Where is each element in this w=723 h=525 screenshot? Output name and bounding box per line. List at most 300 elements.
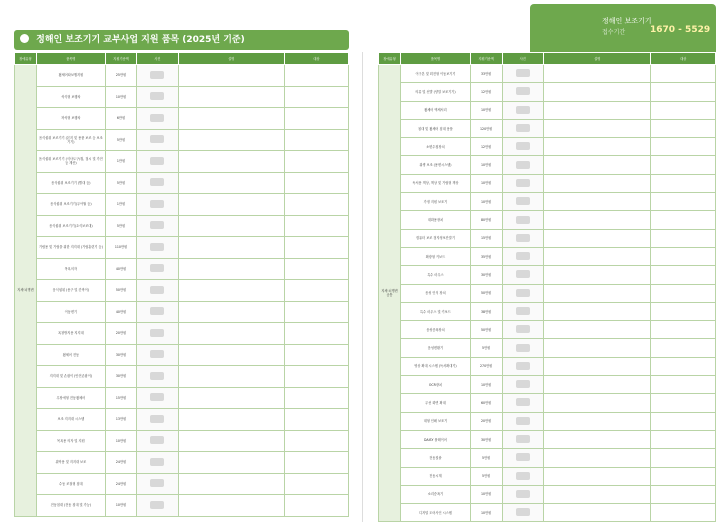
left-item-target bbox=[284, 258, 348, 280]
right-item-amount: 60만원 bbox=[470, 394, 502, 412]
right-item-description bbox=[544, 266, 651, 284]
left-item-amount: 10만원 bbox=[105, 86, 136, 108]
right-item-name: 음성증폭장치 bbox=[401, 321, 471, 339]
left-item-amount: 6만원 bbox=[105, 108, 136, 130]
left-item-photo bbox=[137, 366, 178, 388]
right-table-row bbox=[379, 302, 716, 320]
right-item-amount: 120만원 bbox=[470, 119, 502, 137]
product-photo-icon bbox=[516, 270, 530, 278]
right-table-row bbox=[379, 174, 716, 192]
left-table-row bbox=[15, 473, 349, 495]
left-item-photo bbox=[137, 495, 178, 517]
period-box bbox=[530, 4, 716, 56]
right-header-col-3: 사진 bbox=[502, 53, 544, 65]
right-item-target bbox=[651, 430, 716, 448]
right-item-photo bbox=[502, 138, 544, 156]
right-item-photo bbox=[502, 65, 544, 83]
left-item-amount: 40만원 bbox=[105, 301, 136, 323]
right-item-target bbox=[651, 321, 716, 339]
right-item-amount: 12만원 bbox=[470, 83, 502, 101]
right-item-name: 소리증폭기 bbox=[401, 485, 471, 503]
right-item-description bbox=[544, 357, 651, 375]
right-item-description bbox=[544, 193, 651, 211]
product-photo-icon bbox=[150, 264, 164, 272]
right-table-row bbox=[379, 83, 716, 101]
right-item-description bbox=[544, 412, 651, 430]
left-header-col-5: 대상 bbox=[284, 53, 348, 65]
left-item-description bbox=[178, 280, 284, 302]
product-photo-icon bbox=[516, 289, 530, 297]
right-table-row bbox=[379, 339, 716, 357]
right-item-amount: 270만원 bbox=[470, 357, 502, 375]
left-table-row bbox=[15, 129, 349, 151]
left-item-photo bbox=[137, 258, 178, 280]
right-table-row bbox=[379, 211, 716, 229]
left-item-target bbox=[284, 473, 348, 495]
left-item-photo bbox=[137, 215, 178, 237]
left-header-col-2: 지원기준액 bbox=[105, 53, 136, 65]
left-item-name: 착석형 보행차 bbox=[36, 108, 105, 130]
left-item-description bbox=[178, 344, 284, 366]
right-item-photo bbox=[502, 83, 544, 101]
left-support-table bbox=[14, 52, 349, 517]
left-item-photo bbox=[137, 430, 178, 452]
right-item-target bbox=[651, 65, 716, 83]
right-table-row bbox=[379, 430, 716, 448]
left-item-photo bbox=[137, 86, 178, 108]
product-photo-icon bbox=[150, 135, 164, 143]
left-table-row bbox=[15, 258, 349, 280]
right-item-photo bbox=[502, 302, 544, 320]
left-item-description bbox=[178, 65, 284, 87]
left-item-description bbox=[178, 237, 284, 259]
left-item-description bbox=[178, 430, 284, 452]
left-item-name: 무장애형 전동휠체어 bbox=[36, 387, 105, 409]
product-photo-icon bbox=[150, 458, 164, 466]
product-photo-icon bbox=[150, 307, 164, 315]
product-photo-icon bbox=[516, 380, 530, 388]
right-item-photo bbox=[502, 193, 544, 211]
right-item-target bbox=[651, 485, 716, 503]
right-item-amount: 5만원 bbox=[470, 339, 502, 357]
left-table-row bbox=[15, 172, 349, 194]
right-item-description bbox=[544, 504, 651, 522]
right-item-target bbox=[651, 339, 716, 357]
right-item-photo bbox=[502, 357, 544, 375]
left-item-amount: 30만원 bbox=[105, 344, 136, 366]
right-table-row bbox=[379, 65, 716, 83]
right-item-name: OCR장치 bbox=[401, 376, 471, 394]
right-item-name: 휠체어 액세서리 bbox=[401, 101, 471, 119]
right-item-description bbox=[544, 156, 651, 174]
right-item-target bbox=[651, 138, 716, 156]
product-photo-icon bbox=[516, 252, 530, 260]
right-item-name: 대화용장치 bbox=[401, 211, 471, 229]
period-sub: 접수기간 bbox=[602, 29, 626, 36]
left-item-amount: 110만원 bbox=[105, 237, 136, 259]
product-photo-icon bbox=[516, 344, 530, 352]
product-photo-icon bbox=[150, 329, 164, 337]
right-item-photo bbox=[502, 247, 544, 265]
left-item-name: 수동 조절형 침대 bbox=[36, 473, 105, 495]
left-item-target bbox=[284, 151, 348, 173]
left-item-photo bbox=[137, 409, 178, 431]
left-item-target bbox=[284, 194, 348, 216]
right-item-target bbox=[651, 357, 716, 375]
right-item-description bbox=[544, 101, 651, 119]
right-item-description bbox=[544, 376, 651, 394]
right-item-amount: 80만원 bbox=[470, 211, 502, 229]
right-item-target bbox=[651, 193, 716, 211]
product-photo-icon bbox=[150, 286, 164, 294]
product-photo-icon bbox=[150, 71, 164, 79]
right-table-row bbox=[379, 119, 716, 137]
left-item-name: 위탁용 및 지지대 보조 bbox=[36, 452, 105, 474]
left-item-photo bbox=[137, 280, 178, 302]
left-item-description bbox=[178, 452, 284, 474]
right-category-cell: 지체·뇌병변 공통 bbox=[379, 65, 401, 522]
right-item-description bbox=[544, 65, 651, 83]
left-table-row bbox=[15, 344, 349, 366]
product-photo-icon bbox=[516, 161, 530, 169]
product-photo-icon bbox=[516, 142, 530, 150]
right-item-photo bbox=[502, 504, 544, 522]
left-item-name: 욕창방지용 지지대 bbox=[36, 323, 105, 345]
right-support-table bbox=[378, 52, 716, 522]
left-item-description bbox=[178, 473, 284, 495]
right-item-amount: 50만원 bbox=[470, 321, 502, 339]
column-divider bbox=[362, 52, 363, 522]
right-item-name: 의류 및 신발 (양말 보조기기) bbox=[401, 83, 471, 101]
right-item-amount: 10만원 bbox=[470, 156, 502, 174]
left-item-amount: 40만원 bbox=[105, 258, 136, 280]
right-item-photo bbox=[502, 229, 544, 247]
right-item-target bbox=[651, 101, 716, 119]
left-item-description bbox=[178, 366, 284, 388]
right-item-target bbox=[651, 83, 716, 101]
page-title-suffix: (2025년 기준) bbox=[182, 35, 245, 45]
left-table-row bbox=[15, 452, 349, 474]
left-item-name: 보조 지지대 시스템 bbox=[36, 409, 105, 431]
right-item-amount: 5만원 bbox=[470, 449, 502, 467]
right-item-description bbox=[544, 211, 651, 229]
right-item-photo bbox=[502, 430, 544, 448]
right-item-photo bbox=[502, 101, 544, 119]
right-item-name: 무선 화면 확대 bbox=[401, 394, 471, 412]
right-item-photo bbox=[502, 119, 544, 137]
left-table-row bbox=[15, 387, 349, 409]
product-photo-icon bbox=[516, 417, 530, 425]
left-item-name: 목욕의자 bbox=[36, 258, 105, 280]
right-table-row bbox=[379, 247, 716, 265]
left-item-name: 전동침대 (전동 침대 및 가능) bbox=[36, 495, 105, 517]
right-item-photo bbox=[502, 284, 544, 302]
left-item-photo bbox=[137, 129, 178, 151]
right-item-name: 이구본 및 회전형 이동보기기 bbox=[401, 65, 471, 83]
left-item-target bbox=[284, 409, 348, 431]
right-item-photo bbox=[502, 156, 544, 174]
right-item-amount: 12만원 bbox=[470, 138, 502, 156]
product-photo-icon bbox=[516, 453, 530, 461]
left-item-photo bbox=[137, 473, 178, 495]
right-item-description bbox=[544, 467, 651, 485]
left-item-amount: 50만원 bbox=[105, 280, 136, 302]
left-item-amount: 1만원 bbox=[105, 194, 136, 216]
right-item-name: 전동칫솔 bbox=[401, 449, 471, 467]
right-item-name: 위생 보조 (용변시스템) bbox=[401, 156, 471, 174]
left-item-photo bbox=[137, 323, 178, 345]
right-item-amount: 20만원 bbox=[470, 412, 502, 430]
left-header-col-3: 사진 bbox=[137, 53, 178, 65]
right-item-target bbox=[651, 449, 716, 467]
right-item-description bbox=[544, 339, 651, 357]
left-item-amount: 24만원 bbox=[105, 452, 136, 474]
left-item-description bbox=[178, 409, 284, 431]
left-item-amount: 13만원 bbox=[105, 409, 136, 431]
product-photo-icon bbox=[150, 243, 164, 251]
left-item-description bbox=[178, 108, 284, 130]
right-item-target bbox=[651, 412, 716, 430]
product-photo-icon bbox=[150, 436, 164, 444]
left-item-description bbox=[178, 215, 284, 237]
left-item-photo bbox=[137, 387, 178, 409]
product-photo-icon bbox=[150, 200, 164, 208]
right-item-target bbox=[651, 394, 716, 412]
right-item-description bbox=[544, 321, 651, 339]
right-table-row bbox=[379, 394, 716, 412]
left-item-name: 휠체어 전동 bbox=[36, 344, 105, 366]
right-item-amount: 10만원 bbox=[470, 101, 502, 119]
right-header-col-2: 지원기준액 bbox=[470, 53, 502, 65]
left-item-name: 이동변기 bbox=[36, 301, 105, 323]
left-item-photo bbox=[137, 172, 178, 194]
product-photo-icon bbox=[150, 92, 164, 100]
right-item-name: DAISY 플레이어 bbox=[401, 430, 471, 448]
right-item-name: 음성 인식 장치 bbox=[401, 284, 471, 302]
right-header-col-0: 장애유형 bbox=[379, 53, 401, 65]
left-item-target bbox=[284, 86, 348, 108]
right-item-description bbox=[544, 174, 651, 192]
left-table-row bbox=[15, 301, 349, 323]
left-item-description bbox=[178, 194, 284, 216]
right-item-target bbox=[651, 376, 716, 394]
product-photo-icon bbox=[516, 124, 530, 132]
product-photo-icon bbox=[150, 372, 164, 380]
product-photo-icon bbox=[516, 179, 530, 187]
left-item-target bbox=[284, 387, 348, 409]
right-item-description bbox=[544, 83, 651, 101]
right-item-description bbox=[544, 138, 651, 156]
product-photo-icon bbox=[150, 393, 164, 401]
left-item-target bbox=[284, 323, 348, 345]
right-item-photo bbox=[502, 485, 544, 503]
product-photo-icon bbox=[516, 508, 530, 516]
right-item-target bbox=[651, 119, 716, 137]
left-item-name: 목욕용 의자 및 지원 bbox=[36, 430, 105, 452]
product-photo-icon bbox=[150, 178, 164, 186]
right-item-target bbox=[651, 156, 716, 174]
left-table-row bbox=[15, 409, 349, 431]
right-item-photo bbox=[502, 174, 544, 192]
right-item-target bbox=[651, 211, 716, 229]
left-item-name: 음식섭취 보조기기(초식보조대) bbox=[36, 215, 105, 237]
right-item-photo bbox=[502, 321, 544, 339]
right-item-amount: 10만원 bbox=[470, 504, 502, 522]
right-item-amount: 15만원 bbox=[470, 229, 502, 247]
right-item-photo bbox=[502, 211, 544, 229]
product-photo-icon bbox=[516, 87, 530, 95]
left-item-target bbox=[284, 366, 348, 388]
right-item-name: 소변수집장치 bbox=[401, 138, 471, 156]
left-item-target bbox=[284, 280, 348, 302]
left-table-row bbox=[15, 86, 349, 108]
right-item-target bbox=[651, 247, 716, 265]
right-table-row bbox=[379, 357, 716, 375]
right-item-description bbox=[544, 485, 651, 503]
left-table-row bbox=[15, 495, 349, 517]
right-item-photo bbox=[502, 266, 544, 284]
left-item-description bbox=[178, 258, 284, 280]
left-item-target bbox=[284, 129, 348, 151]
left-item-name: 음식섭취 보조기기 (본지 및 용품 보조 등 보조기기) bbox=[36, 129, 105, 151]
right-item-name: 진동시계 bbox=[401, 467, 471, 485]
right-header-col-4: 설명 bbox=[544, 53, 651, 65]
left-item-amount: 10만원 bbox=[105, 430, 136, 452]
right-table-row bbox=[379, 138, 716, 156]
left-item-name: 지지대 및 손잡이 (안전손잡이) bbox=[36, 366, 105, 388]
left-item-photo bbox=[137, 344, 178, 366]
left-header-col-1: 품목명 bbox=[36, 53, 105, 65]
right-table-row bbox=[379, 321, 716, 339]
right-item-amount: 50만원 bbox=[470, 284, 502, 302]
left-item-amount: 5만원 bbox=[105, 129, 136, 151]
left-item-description bbox=[178, 86, 284, 108]
right-item-name: 영상 확대 시스템 (독서확대기) bbox=[401, 357, 471, 375]
product-photo-icon bbox=[516, 362, 530, 370]
right-item-photo bbox=[502, 376, 544, 394]
right-header-col-5: 대상 bbox=[651, 53, 716, 65]
left-item-amount: 5만원 bbox=[105, 172, 136, 194]
page-header bbox=[0, 0, 723, 58]
right-item-description bbox=[544, 229, 651, 247]
right-item-amount: 5만원 bbox=[470, 467, 502, 485]
product-photo-icon bbox=[516, 234, 530, 242]
left-item-description bbox=[178, 172, 284, 194]
left-item-target bbox=[284, 452, 348, 474]
right-item-photo bbox=[502, 449, 544, 467]
right-item-description bbox=[544, 119, 651, 137]
right-item-target bbox=[651, 284, 716, 302]
right-item-amount: 10만원 bbox=[470, 376, 502, 394]
right-item-photo bbox=[502, 412, 544, 430]
right-item-description bbox=[544, 284, 651, 302]
left-header-col-4: 설명 bbox=[178, 53, 284, 65]
product-photo-icon bbox=[516, 398, 530, 406]
period-range: 1670 - 5529 bbox=[650, 25, 711, 35]
right-item-photo bbox=[502, 467, 544, 485]
left-item-name: 음식섭취 보조기기 (빨대 등) bbox=[36, 172, 105, 194]
left-item-amount: 1만원 bbox=[105, 151, 136, 173]
left-item-name: 기립용 및 기립을 위한 지지대 (기립훈련기 등) bbox=[36, 237, 105, 259]
right-table-row bbox=[379, 101, 716, 119]
product-photo-icon bbox=[150, 157, 164, 165]
right-item-name: 특수 마우스 bbox=[401, 266, 471, 284]
left-item-amount: 15만원 bbox=[105, 387, 136, 409]
left-table-row bbox=[15, 108, 349, 130]
left-item-target bbox=[284, 172, 348, 194]
left-item-name: 휠체어타보행지원 bbox=[36, 65, 105, 87]
left-item-name: 음식섭취 보조기기(우아월 등) bbox=[36, 194, 105, 216]
left-item-amount: 30만원 bbox=[105, 366, 136, 388]
product-photo-icon bbox=[150, 415, 164, 423]
right-table-row bbox=[379, 229, 716, 247]
left-item-description bbox=[178, 301, 284, 323]
left-table-row bbox=[15, 237, 349, 259]
right-item-description bbox=[544, 302, 651, 320]
left-item-target bbox=[284, 237, 348, 259]
page-title-bar bbox=[14, 30, 349, 50]
right-item-name: 가정 지원 보조기 bbox=[401, 193, 471, 211]
right-item-name: 특수 마우스 및 키보드 bbox=[401, 302, 471, 320]
page-title: 정해인 보조기기 교부사업 지원 품목 bbox=[36, 35, 180, 45]
right-item-target bbox=[651, 467, 716, 485]
left-table-row bbox=[15, 430, 349, 452]
left-item-photo bbox=[137, 452, 178, 474]
left-header-col-0: 장애유형 bbox=[15, 53, 37, 65]
product-photo-icon bbox=[516, 435, 530, 443]
right-item-description bbox=[544, 394, 651, 412]
right-item-name: 음성변환기 bbox=[401, 339, 471, 357]
left-item-target bbox=[284, 301, 348, 323]
right-item-name: 독서용 책상, 책상 및 기립형 책상 bbox=[401, 174, 471, 192]
right-item-description bbox=[544, 430, 651, 448]
left-category-cell: 지체·뇌병변 bbox=[15, 65, 37, 517]
product-photo-icon bbox=[516, 325, 530, 333]
product-photo-icon bbox=[516, 69, 530, 77]
product-photo-icon bbox=[150, 350, 164, 358]
left-table-row bbox=[15, 323, 349, 345]
left-table-row bbox=[15, 215, 349, 237]
left-item-amount: 25만원 bbox=[105, 65, 136, 87]
right-table-row bbox=[379, 412, 716, 430]
left-item-target bbox=[284, 344, 348, 366]
left-item-photo bbox=[137, 194, 178, 216]
right-item-target bbox=[651, 229, 716, 247]
left-item-description bbox=[178, 129, 284, 151]
right-item-description bbox=[544, 449, 651, 467]
bullet-icon bbox=[20, 34, 29, 43]
product-photo-icon bbox=[150, 501, 164, 509]
right-table-row bbox=[379, 376, 716, 394]
product-photo-icon bbox=[516, 106, 530, 114]
right-item-amount: 35만원 bbox=[470, 247, 502, 265]
right-item-name: 컴퓨터 보조 점자정보단말기 bbox=[401, 229, 471, 247]
left-item-target bbox=[284, 430, 348, 452]
product-photo-icon bbox=[150, 479, 164, 487]
right-item-amount: 30만원 bbox=[470, 430, 502, 448]
right-item-photo bbox=[502, 339, 544, 357]
left-item-name: 석식형 보행차 bbox=[36, 86, 105, 108]
left-item-photo bbox=[137, 237, 178, 259]
right-item-name: 침대 및 휠체어 침대 용품 bbox=[401, 119, 471, 137]
right-item-amount: 38만원 bbox=[470, 302, 502, 320]
right-item-name: 확장형 키보드 bbox=[401, 247, 471, 265]
left-item-target bbox=[284, 108, 348, 130]
product-photo-icon bbox=[516, 216, 530, 224]
left-table-row bbox=[15, 366, 349, 388]
left-table-row bbox=[15, 65, 349, 87]
right-item-amount: 10만원 bbox=[470, 193, 502, 211]
